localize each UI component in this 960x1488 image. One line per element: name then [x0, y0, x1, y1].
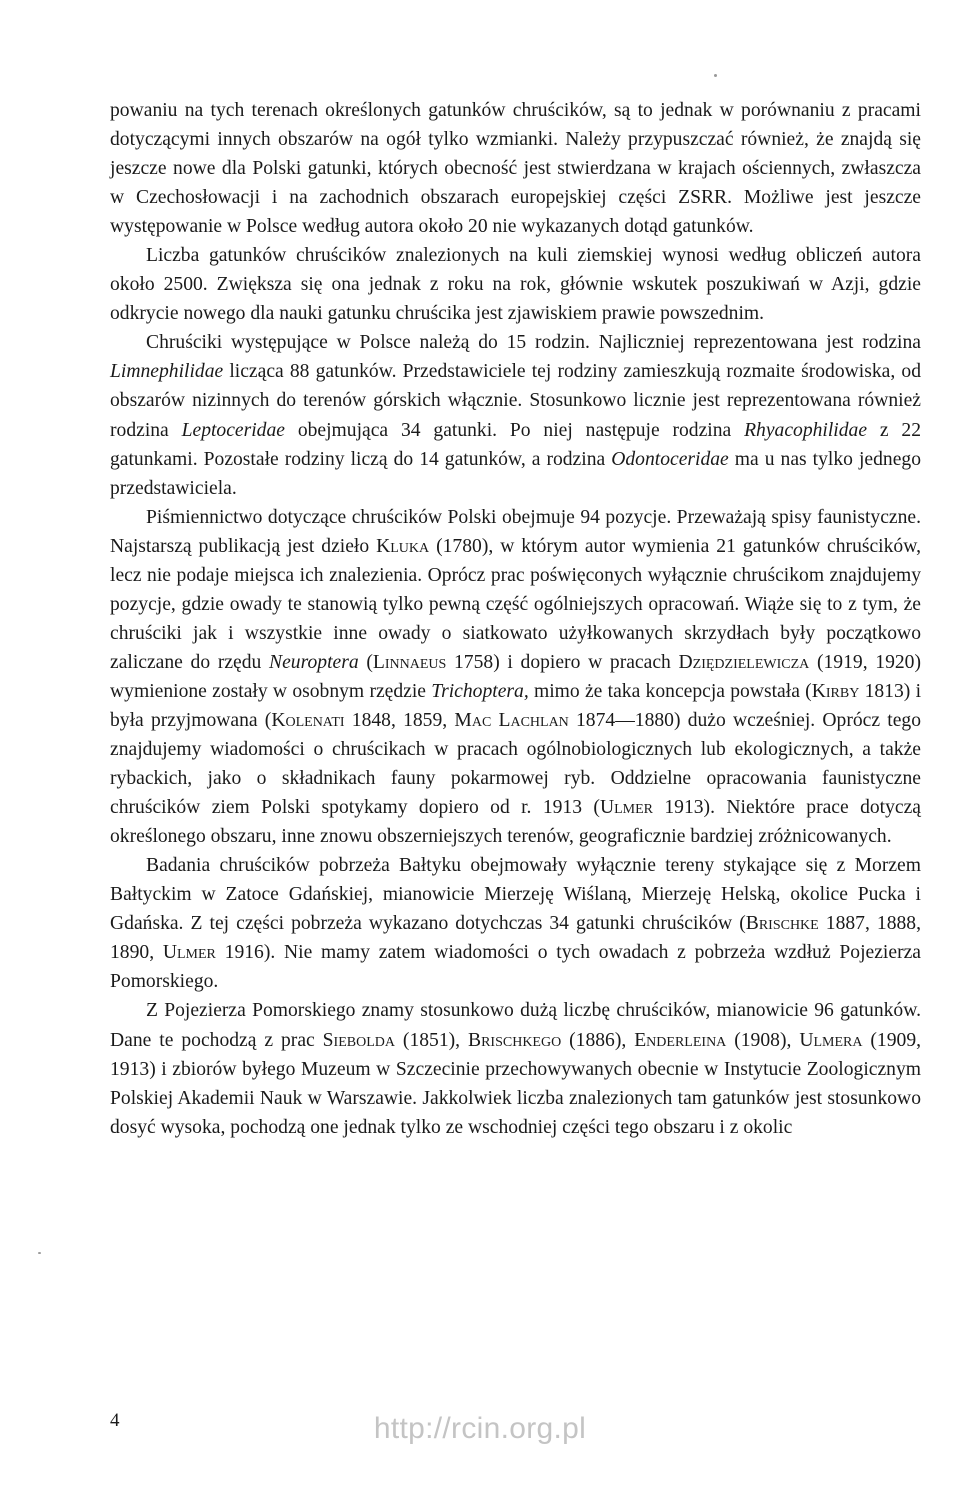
text-run: ma u nas tylko jednego przedstawiciela. [110, 448, 921, 499]
taxon-name: Odontoceridae [611, 448, 729, 470]
author-name: Ulmer [599, 797, 653, 819]
paragraph [110, 328, 921, 502]
author-name: Dziędzielewicza [678, 651, 810, 673]
paragraph [110, 503, 921, 852]
author-name: Siebolda [322, 1029, 395, 1051]
text-run: (1908), [726, 1029, 800, 1051]
author-name: Ulmer [162, 942, 216, 964]
text-run: (1909, 1913) i zbiorów byłego Muzeum w Szczecinie przechowywanych obecnie w Instytucie Zoologicznym Polskiej Akademii Nauk w Warszawie. Jakkolwiek liczba znalezionych tam gatunków jest stosunkowo dosyć wysoka, pochodzą one jednak tylko ze wschodniej części tego obszaru i z okolic [110, 1029, 922, 1138]
taxon-name: Leptoceridae [181, 419, 285, 441]
taxon-name: Trichoptera, [431, 680, 529, 702]
source-watermark: http://rcin.org.pl [373, 1412, 587, 1445]
text-run: Z Pojezierza Pomorskiego znamy stosunkowo dużą liczbę chruścików, mianowicie 96 gatunków. Dane te pochodzą z prac [110, 1000, 921, 1051]
paragraph [110, 241, 921, 328]
text-run: 1848, 1859, [344, 709, 455, 731]
text-run: powaniu na tych terenach określonych gatunków chruścików, są to jednak w porównaniu z pracami dotyczącymi innych obszarów na ogół tylko wzmianki. Należy przypuszczać również, że znajdą się jeszcze nowe dla Polski gatunki, których obecność jest stwierdzana w krajach ościennych, zwłaszcza w Czechosłowacji i na zachodnich obszarach europejskiej części ZSRR. Możliwe jest jeszcze występowanie w Polsce według autora około 20 nie wykazanych dotąd gatunków. [110, 100, 921, 238]
text-run: 1913). Niektóre prace dotyczą określonego obszaru, inne znowu obszerniejszych terenów, geograficznie bardziej zróżnicowanych. [110, 797, 921, 848]
text-run: z 22 gatunkami. Pozostałe rodziny liczą do 14 gatunków, a rodzina [110, 419, 921, 470]
scan-speck [38, 1252, 41, 1254]
page-body [110, 96, 921, 1142]
text-run: 1887, 1888, 1890, [110, 913, 921, 964]
text-run: 1916). Nie mamy zatem wiadomości o tych owadach z pobrzeża wzdłuż Pojezierza Pomorskiego. [110, 942, 921, 993]
author-name: Mac Lachlan [454, 709, 569, 731]
text-run: Piśmiennictwo dotyczące chruścików Polski obejmuje 94 pozycje. Przeważają spisy faunistyczne. Najstarszą publikacją jest dzieło [110, 506, 921, 557]
text-run: Chruściki występujące w Polsce należą do 15 rodzin. Najliczniej reprezentowana jest rodzina [146, 332, 921, 354]
author-name: Brischkego [468, 1029, 562, 1051]
text-run: mimo że taka koncepcja powstała ( [528, 680, 812, 702]
text-run: 1874—1880) dużo wcześniej. Oprócz tego znajdujemy wiadomości o chruścikach w pracach ogólnobiologicznych lub ekologicznych, a także rybackich, jako o składnikach fauny pokarmowej ryb. Oddzielne opracowania faunistyczne chruścików ziem Polski spotykamy dopiero od r. 1913 ( [110, 709, 921, 819]
text-run: 1758) i dopiero w pracach [446, 651, 679, 673]
paragraph [110, 96, 921, 241]
text-run: (1886), [561, 1029, 635, 1051]
text-run: ( [358, 651, 373, 673]
text-run: Liczba gatunków chruścików znalezionych na kuli ziemskiej wynosi według obliczeń autora około 2500. Zwiększa się ona jednak z roku na rok, głównie wskutek poszukiwań w Azji, gdzie odkrycie nowego dla nauki gatunku chruścika jest zjawiskiem prawie powszednim. [110, 245, 921, 325]
author-name: Kirby [811, 680, 860, 702]
author-name: Linnaeus [372, 651, 447, 673]
scan-speck [714, 74, 717, 77]
author-name: Kluka [376, 535, 430, 557]
author-name: Enderleina [634, 1029, 727, 1051]
author-name: Kolenati [271, 709, 345, 731]
text-run: Badania chruścików pobrzeża Bałtyku obejmowały wyłącznie tereny stykające się z Morzem Bałtyckim w Zatoce Gdańskiej, mianowicie Mierzeję Wiślaną, Mierzeję Helską, okolice Pucka i Gdańska. Z tej części pobrzeża wykazano dotychczas 34 gatunki chruścików ( [110, 855, 921, 935]
page-number: 4 [110, 1410, 120, 1431]
author-name: Brischke [745, 913, 819, 935]
author-name: Ulmera [799, 1029, 863, 1051]
paragraph [110, 996, 921, 1141]
text-run: obejmująca 34 gatunki. Po niej następuje rodzina [284, 419, 745, 441]
taxon-name: Limnephilidae [110, 361, 224, 383]
taxon-name: Rhyacophilidae [744, 419, 868, 441]
text-run: licząca 88 gatunków. Przedstawiciele tej rodziny zamieszkują rozmaite środowiska, od obszarów nizinnych do terenów górskich włącznie. Stosunkowo licznie jest reprezentowana również rodzina [110, 361, 921, 441]
text-run: (1919, 1920) wymienione zostały w osobnym rzędzie [110, 651, 921, 702]
text-run: (1780), w którym autor wymienia 21 gatunków chruścików, lecz nie podaje miejsca ich znalezienia. Oprócz prac poświęconych wyłącznie chruścikom znajdujemy pozycje, gdzie owady te stanowią tylko pewną część ogólniejszych opracowań. Wiąże się to z tym, że chruściki jak i wszystkie inne owady o siatkowato użyłkowanych skrzydłach były początkowo zaliczane do rzędu [110, 535, 921, 673]
taxon-name: Neuroptera [269, 651, 359, 673]
text-run: (1851), [395, 1029, 469, 1051]
paragraph [110, 851, 921, 996]
text-run: 1813) i była przyjmowana ( [110, 680, 922, 731]
